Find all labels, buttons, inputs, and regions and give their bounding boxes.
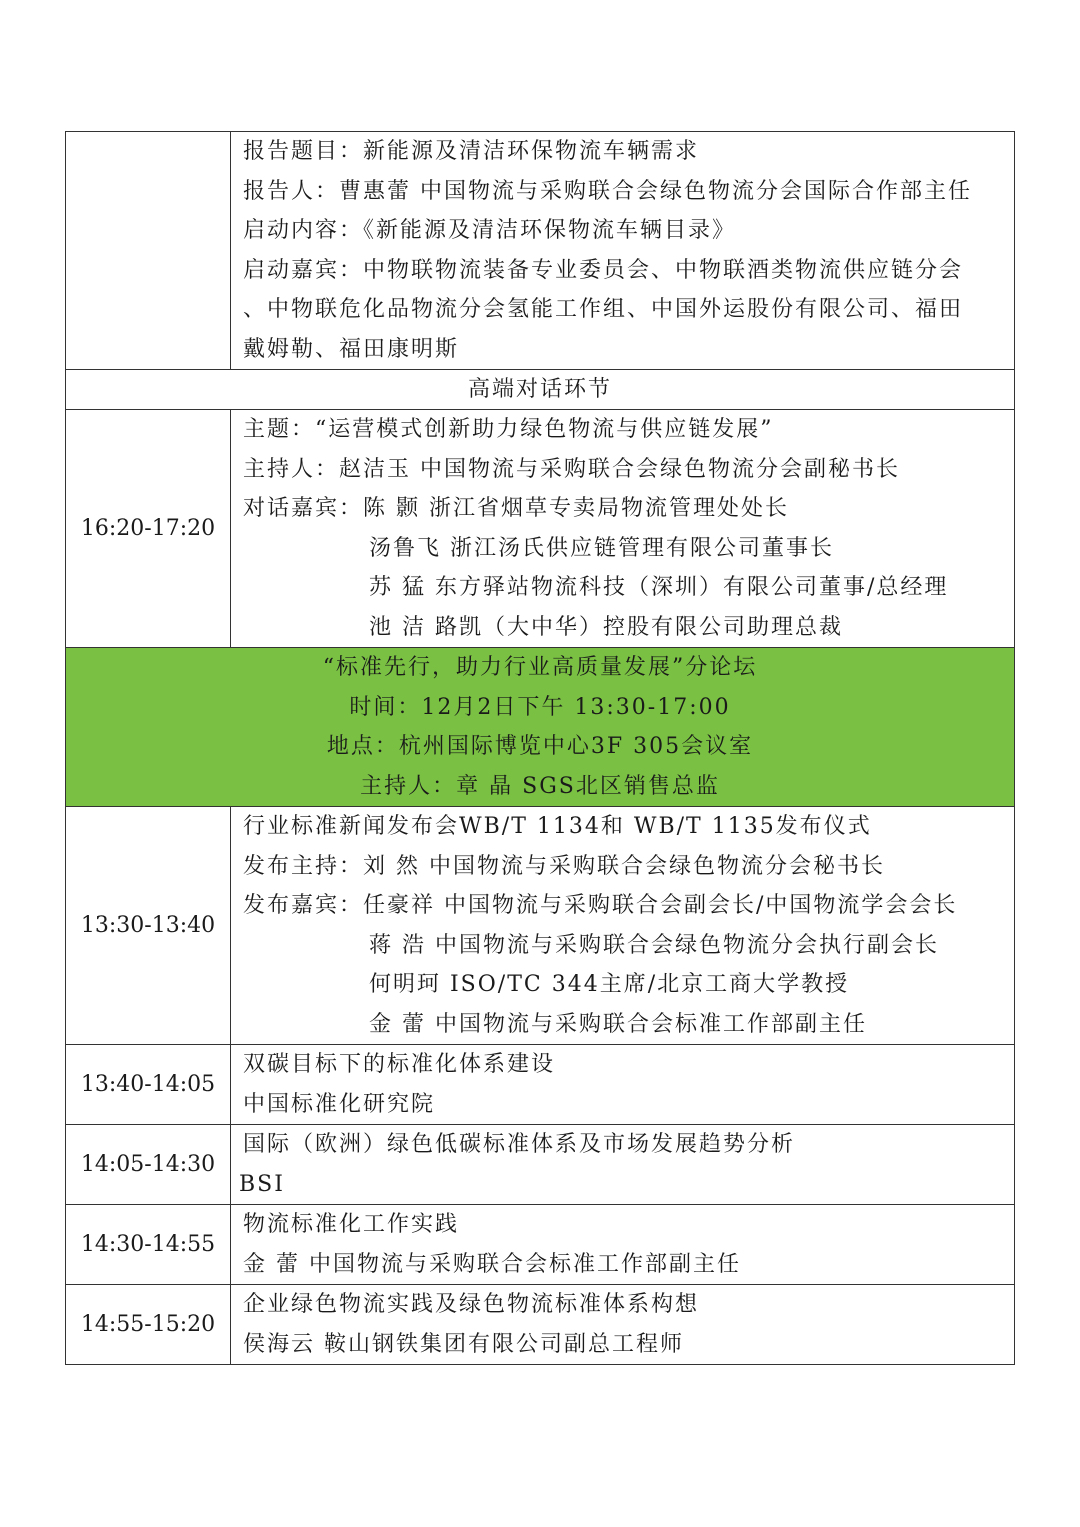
session-title: 企业绿色物流实践及绿色物流标准体系构想 xyxy=(243,1292,700,1317)
release-guest: 何明珂 ISO/TC 344主席/北京工商大学教授 xyxy=(369,972,850,997)
release-guest: 金 蕾 中国物流与采购联合会标准工作部副主任 xyxy=(369,1011,867,1037)
forum-header-cell xyxy=(66,648,1015,807)
launch-guests: 启动嘉宾：中物联物流装备专业委员会、中物联酒类物流供应链分会 xyxy=(243,257,964,283)
dialogue-header-row xyxy=(66,370,1015,410)
session-row xyxy=(66,1045,1015,1125)
session-speaker: 中国标准化研究院 xyxy=(243,1091,436,1117)
dialogue-guest: 对话嘉宾：陈 颢 浙江省烟草专卖局物流管理处处长 xyxy=(243,496,789,521)
session-speaker: 金 蕾 中国物流与采购联合会标准工作部副主任 xyxy=(243,1251,741,1277)
forum-host: 主持人：章 晶 SGS北区销售总监 xyxy=(360,773,720,799)
dialogue-host: 主持人：赵洁玉 中国物流与采购联合会绿色物流分会副秘书长 xyxy=(243,456,900,482)
release-guest: 蒋 浩 中国物流与采购联合会绿色物流分会执行副会长 xyxy=(369,932,939,958)
dialogue-row xyxy=(66,410,1015,648)
dialogue-time: 16:20-17:20 xyxy=(66,410,231,648)
forum-title: “标准先行，助力行业高质量发展”分论坛 xyxy=(322,655,758,680)
forum-time: 时间：12月2日下午 13:30-17:00 xyxy=(349,694,731,720)
dialogue-guest: 汤鲁飞 浙江汤氏供应链管理有限公司董事长 xyxy=(369,535,834,561)
launch-guests-cont-1: 、中物联危化品物流分会氢能工作组、中国外运股份有限公司、福田 xyxy=(243,297,964,322)
session-row xyxy=(66,1285,1015,1365)
session-content xyxy=(231,1285,1015,1365)
session-row xyxy=(66,1125,1015,1205)
dialogue-guest: 苏 猛 东方驿站物流科技（深圳）有限公司董事/总经理 xyxy=(369,575,949,600)
session-title: 国际（欧洲）绿色低碳标准体系及市场发展趋势分析 xyxy=(243,1132,796,1157)
release-time: 13:30-13:40 xyxy=(66,807,231,1045)
agenda-table xyxy=(65,131,1015,1365)
dialogue-header-cell xyxy=(66,370,1015,410)
session-content xyxy=(231,1045,1015,1125)
session-time: 14:55-15:20 xyxy=(66,1285,231,1365)
report-speaker: 报告人：曹惠蕾 中国物流与采购联合会绿色物流分会国际合作部主任 xyxy=(243,178,972,204)
release-title: 行业标准新闻发布会WB/T 1134和 WB/T 1135发布仪式 xyxy=(243,814,872,839)
time-cell-empty xyxy=(66,132,231,370)
launch-content: 启动内容：《新能源及清洁环保物流车辆目录》 xyxy=(243,218,737,243)
report-row xyxy=(66,132,1015,370)
launch-guests-cont-2: 戴姆勒、福田康明斯 xyxy=(243,336,460,362)
session-time: 13:40-14:05 xyxy=(66,1045,231,1125)
dialogue-guest: 池 洁 路凯（大中华）控股有限公司助理总裁 xyxy=(369,614,843,640)
session-title: 物流标准化工作实践 xyxy=(243,1212,460,1237)
session-speaker: BSI xyxy=(239,1171,285,1197)
dialogue-theme: 主题：“运营模式创新助力绿色物流与供应链发展” xyxy=(243,417,774,442)
release-row xyxy=(66,807,1015,1045)
session-time: 14:05-14:30 xyxy=(66,1125,231,1205)
session-content xyxy=(231,1205,1015,1285)
session-speaker: 侯海云 鞍山钢铁集团有限公司副总工程师 xyxy=(243,1331,684,1357)
release-host: 发布主持：刘 然 中国物流与采购联合会绿色物流分会秘书长 xyxy=(243,853,885,879)
dialogue-content xyxy=(231,410,1015,648)
forum-header-row xyxy=(66,648,1015,807)
release-content xyxy=(231,807,1015,1045)
session-row xyxy=(66,1205,1015,1285)
release-guest: 发布嘉宾：任豪祥 中国物流与采购联合会副会长/中国物流学会会长 xyxy=(243,893,958,918)
session-title: 双碳目标下的标准化体系建设 xyxy=(243,1052,556,1077)
report-title: 报告题目：新能源及清洁环保物流车辆需求 xyxy=(243,139,700,164)
session-content xyxy=(231,1125,1015,1205)
session-time: 14:30-14:55 xyxy=(66,1205,231,1285)
forum-place: 地点：杭州国际博览中心3F 305会议室 xyxy=(326,734,754,759)
dialogue-header: 高端对话环节 xyxy=(467,377,612,402)
report-content xyxy=(231,132,1015,370)
